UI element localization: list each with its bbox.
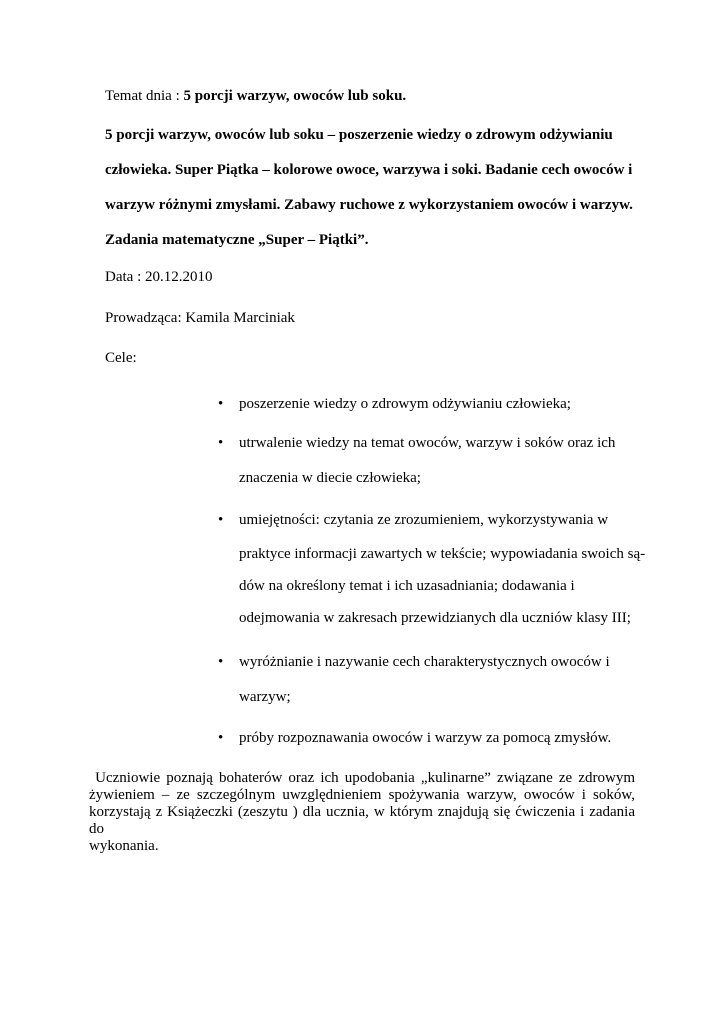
- closing-paragraph: [89, 770, 635, 855]
- topic-label: Temat dnia :: [105, 88, 184, 104]
- goals-label: Cele:: [105, 350, 137, 366]
- goal-text: warzyw;: [239, 689, 291, 705]
- bullet-icon: •: [218, 512, 224, 528]
- closing-line: korzystają z Książeczki (zeszytu ) dla ucznia, w którym znajdują się ćwiczenia i zadania do: [89, 804, 635, 837]
- goal-text: praktyce informacji zawartych w tekście; wypowiadania swoich są-: [239, 546, 646, 562]
- topic-value: 5 porcji warzyw, owoców lub soku.: [183, 88, 407, 104]
- bullet-icon: •: [218, 435, 224, 451]
- bullet-icon: •: [218, 730, 224, 746]
- bullet-icon: •: [218, 654, 224, 670]
- summary-line: Zadania matematyczne „Super – Piątki”.: [105, 232, 369, 248]
- goal-text: poszerzenie wiedzy o zdrowym odżywianiu człowieka;: [239, 396, 571, 412]
- summary-line: 5 porcji warzyw, owoców lub soku – poszerzenie wiedzy o zdrowym odżywianiu: [105, 127, 613, 143]
- goal-text: znaczenia w diecie człowieka;: [239, 470, 421, 486]
- topic-line: [105, 87, 406, 105]
- date-line: Data : 20.12.2010: [105, 269, 213, 285]
- goal-text: dów na określony temat i ich uzasadniania; dodawania i: [239, 578, 575, 594]
- closing-line: wykonania.: [89, 838, 159, 854]
- goal-text: próby rozpoznawania owoców i warzyw za pomocą zmysłów.: [239, 730, 612, 746]
- teacher-line: Prowadząca: Kamila Marciniak: [105, 310, 295, 326]
- closing-line: Uczniowie poznają bohaterów oraz ich upodobania „kulinarne” związane ze zdrowym: [89, 770, 635, 786]
- goal-text: wyróżnianie i nazywanie cech charakterystycznych owoców i: [239, 654, 610, 670]
- bullet-icon: •: [218, 396, 224, 412]
- goal-text: odejmowania w zakresach przewidzianych dla uczniów klasy III;: [239, 610, 631, 626]
- goal-text: utrwalenie wiedzy na temat owoców, warzyw i soków oraz ich: [239, 435, 616, 451]
- summary-line: człowieka. Super Piątka – kolorowe owoce, warzywa i soki. Badanie cech owoców i: [105, 162, 633, 178]
- closing-line: żywieniem – ze szczególnym uwzględnieniem spożywania warzyw, owoców i soków,: [89, 787, 635, 803]
- goal-text: umiejętności: czytania ze zrozumieniem, wykorzystywania w: [239, 512, 609, 528]
- summary-line: warzyw różnymi zmysłami. Zabawy ruchowe z wykorzystaniem owoców i warzyw.: [105, 197, 633, 213]
